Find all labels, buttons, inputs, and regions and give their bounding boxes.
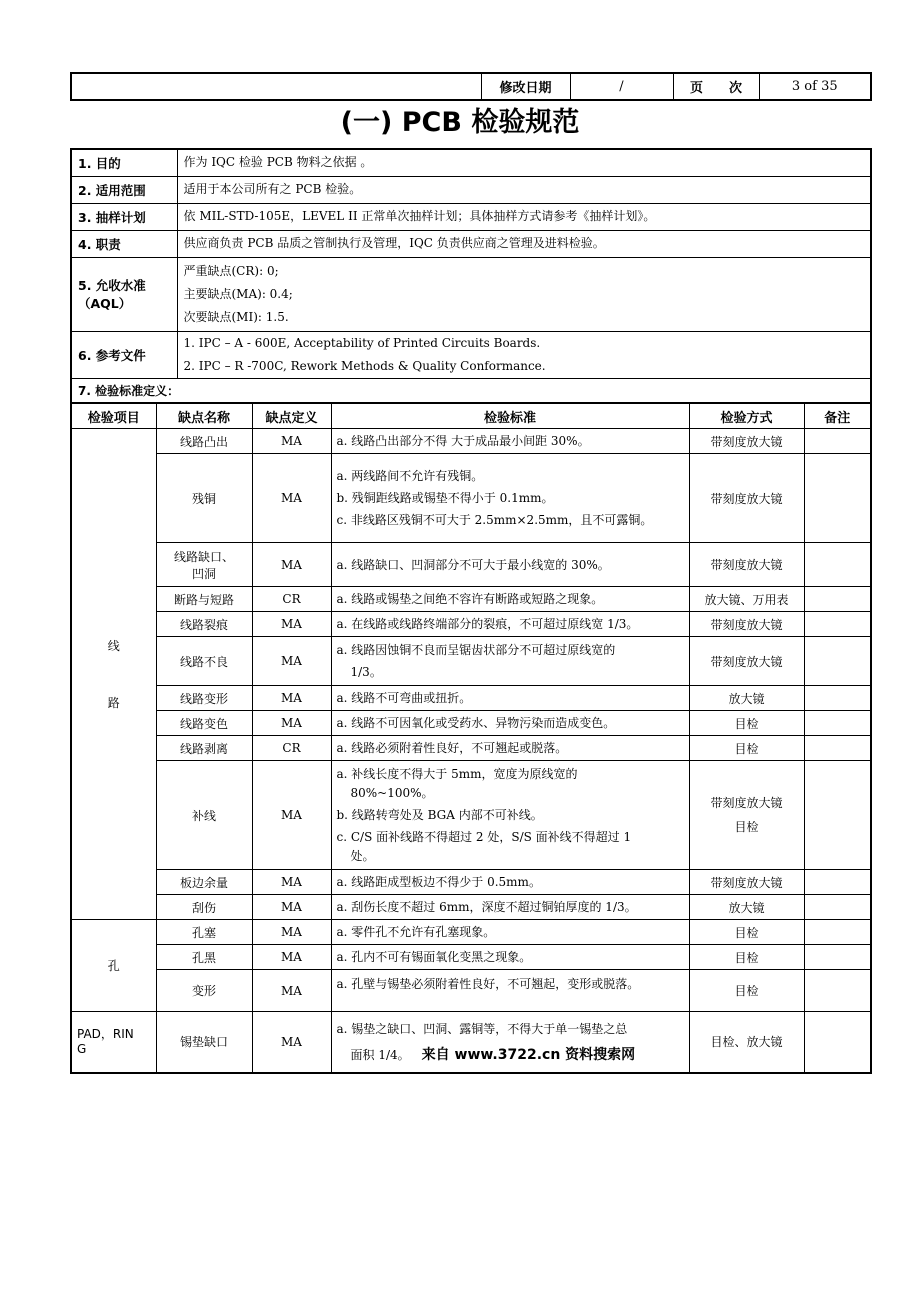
defect-name: 板边余量 (156, 870, 252, 895)
group-circuit (71, 429, 156, 920)
header-strip (70, 72, 872, 101)
remark (804, 429, 871, 454)
sampling-value: 依 MIL-STD-105E，LEVEL II 正常单次抽样计划；具体抽样方式请参考《抽样计划》。 (177, 203, 871, 230)
col-method: 检验方式 (689, 403, 804, 429)
table-row (71, 870, 871, 895)
method: 带刻度放大镜 (689, 637, 804, 686)
defect-name: 线路剥离 (156, 736, 252, 761)
ref-2: 2. IPC – R -700C, Rework Methods & Quality Conformance. (183, 358, 546, 373)
defect-def: MA (252, 612, 331, 637)
defect-name: 变形 (156, 970, 252, 1012)
aql-label-line-2: （AQL） (78, 296, 132, 311)
standard: a. 刮伤长度不超过 6mm，深度不超过铜铂厚度的 1/3。 (331, 895, 689, 920)
remark (804, 1012, 871, 1073)
purpose-label: 1. 目的 (71, 149, 177, 176)
defect-name: 线路变形 (156, 686, 252, 711)
table-row (71, 761, 871, 870)
standard: a. 孔壁与锡垫必须附着性良好，不可翘起，变形或脱落。 (331, 970, 689, 1012)
scope-label: 2. 适用范围 (71, 176, 177, 203)
aql-label (71, 257, 177, 331)
remark (804, 945, 871, 970)
table-row (71, 612, 871, 637)
remark (804, 612, 871, 637)
remark (804, 543, 871, 587)
purpose-value: 作为 IQC 检验 PCB 物料之依据 。 (177, 149, 871, 176)
table-row (71, 454, 871, 543)
method: 带刻度放大镜 (689, 429, 804, 454)
defect-def: MA (252, 970, 331, 1012)
page-label: 页 次 (673, 73, 759, 100)
defect-name-line: 凹洞 (191, 566, 216, 581)
standard: a. 线路距成型板边不得少于 0.5mm。 (331, 870, 689, 895)
defect-name: 孔塞 (156, 920, 252, 945)
col-defect-def: 缺点定义 (252, 403, 331, 429)
method: 放大镜 (689, 895, 804, 920)
refs-values (177, 331, 871, 378)
standard-line: c. 非线路区残铜不可大于 2.5mm×2.5mm，且不可露铜。 (336, 513, 653, 527)
method: 目检 (689, 920, 804, 945)
watermark: 来自 www.3722.cn 资料搜索网 (421, 1046, 636, 1063)
method: 带刻度放大镜 (689, 454, 804, 543)
defect-def: MA (252, 945, 331, 970)
defect-name-line: 线路缺口、 (173, 549, 234, 564)
standard-line: 80%~100%。 (350, 785, 434, 800)
method (689, 761, 804, 870)
col-remark: 备注 (804, 403, 871, 429)
revision-date-value: / (570, 73, 673, 100)
section-7-title: 7. 检验标准定义： (71, 378, 871, 403)
table-row (71, 637, 871, 686)
col-standard: 检验标准 (331, 403, 689, 429)
group-circuit-char-1: 线 (107, 639, 120, 653)
revision-date-label: 修改日期 (481, 73, 570, 100)
standard: a. 线路不可因氧化或受药水、异物污染而造成变色。 (331, 711, 689, 736)
duty-label: 4. 职责 (71, 230, 177, 257)
defect-name: 线路变色 (156, 711, 252, 736)
method: 放大镜 (689, 686, 804, 711)
defect-name: 线路凸出 (156, 429, 252, 454)
standard-line (337, 1042, 684, 1068)
defect-def: MA (252, 686, 331, 711)
standard: a. 线路必须附着性良好，不可翘起或脱落。 (331, 736, 689, 761)
defect-name: 残铜 (156, 454, 252, 543)
defect-name: 断路与短路 (156, 587, 252, 612)
table-row (71, 587, 871, 612)
aql-mi: 次要缺点(MI): 1.5. (183, 309, 289, 324)
table-row (71, 1012, 871, 1073)
group-pad-line: PAD，RIN (77, 1026, 134, 1041)
method: 目检 (689, 711, 804, 736)
table-row (71, 920, 871, 945)
page-number: 3 of 35 (759, 73, 871, 100)
table-row (71, 895, 871, 920)
table-row (71, 711, 871, 736)
method: 带刻度放大镜 (689, 870, 804, 895)
table-row (71, 543, 871, 587)
defect-def: MA (252, 543, 331, 587)
header-blank (71, 73, 481, 100)
standard-line: b. 线路转弯处及 BGA 内部不可补线。 (336, 807, 543, 822)
standard: a. 线路不可弯曲或扭折。 (331, 686, 689, 711)
standard-line: 处。 (350, 848, 375, 863)
refs-label: 6. 参考文件 (71, 331, 177, 378)
standard: a. 线路缺口、凹洞部分不可大于最小线宽的 30%。 (331, 543, 689, 587)
scope-value: 适用于本公司所有之 PCB 检验。 (177, 176, 871, 203)
standard: a. 在线路或线路终端部分的裂痕，不可超过原线宽 1/3。 (331, 612, 689, 637)
duty-value: 供应商负责 PCB 品质之管制执行及管理，IQC 负责供应商之管理及进料检验。 (177, 230, 871, 257)
defect-def: CR (252, 587, 331, 612)
table-row (71, 945, 871, 970)
defect-def: MA (252, 454, 331, 543)
aql-label-line-1: 5. 允收水准 (78, 278, 146, 293)
method: 目检、放大镜 (689, 1012, 804, 1073)
aql-ma: 主要缺点(MA): 0.4; (183, 286, 293, 301)
remark (804, 970, 871, 1012)
standard: a. 线路或锡垫之间绝不容许有断路或短路之现象。 (331, 587, 689, 612)
standard-line: a. 两线路间不允许有残铜。 (336, 469, 484, 483)
table-row (71, 686, 871, 711)
defect-def: MA (252, 429, 331, 454)
standard-line: a. 线路因蚀铜不良而呈锯齿状部分不可超过原线宽的 (336, 643, 616, 657)
page-title: (一) PCB 检验规范 (340, 107, 580, 138)
group-circuit-char-2: 路 (107, 696, 120, 710)
sampling-label: 3. 抽样计划 (71, 203, 177, 230)
defect-name: 孔黑 (156, 945, 252, 970)
group-hole: 孔 (71, 920, 156, 1012)
defect-def: MA (252, 920, 331, 945)
col-item: 检验项目 (71, 403, 156, 429)
aql-cr: 严重缺点(CR): 0; (183, 263, 279, 278)
method: 带刻度放大镜 (689, 612, 804, 637)
defect-def: MA (252, 895, 331, 920)
standard (331, 1012, 689, 1073)
defect-name: 锡垫缺口 (156, 1012, 252, 1073)
standard-line: a. 补线长度不得大于 5mm，宽度为原线宽的 (336, 766, 578, 781)
remark (804, 454, 871, 543)
method-line: 带刻度放大镜 (710, 796, 783, 810)
remark (804, 686, 871, 711)
defect-def: CR (252, 736, 331, 761)
defect-def: MA (252, 870, 331, 895)
standard: a. 孔内不可有锡面氧化变黑之现象。 (331, 945, 689, 970)
table-row (71, 970, 871, 1012)
remark (804, 736, 871, 761)
group-pad-ring (71, 1012, 156, 1073)
defect-def: MA (252, 761, 331, 870)
inspection-table (70, 402, 872, 1074)
defect-name: 补线 (156, 761, 252, 870)
info-table (70, 148, 872, 404)
defect-name: 刮伤 (156, 895, 252, 920)
defect-name: 线路不良 (156, 637, 252, 686)
defect-def: MA (252, 1012, 331, 1073)
aql-values (177, 257, 871, 331)
remark (804, 761, 871, 870)
remark (804, 587, 871, 612)
standard (331, 454, 689, 543)
method: 目检 (689, 970, 804, 1012)
standard (331, 637, 689, 686)
standard-line: b. 残铜距线路或锡垫不得小于 0.1mm。 (336, 491, 554, 505)
remark (804, 637, 871, 686)
remark (804, 895, 871, 920)
method: 目检 (689, 945, 804, 970)
remark (804, 870, 871, 895)
standard-line: a. 锡垫之缺口、凹洞、露铜等，不得大于单一锡垫之总 (336, 1021, 628, 1036)
remark (804, 920, 871, 945)
col-defect-name: 缺点名称 (156, 403, 252, 429)
standard-line-text: 面积 1/4。 (350, 1047, 410, 1062)
standard-line: c. C/S 面补线路不得超过 2 处，S/S 面补线不得超过 1 (336, 829, 632, 844)
standard-line: 1/3。 (350, 665, 382, 679)
defect-name (156, 543, 252, 587)
standard (331, 761, 689, 870)
remark (804, 711, 871, 736)
ref-1: 1. IPC – A - 600E, Acceptability of Printed Circuits Boards. (183, 335, 541, 350)
group-pad-line: G (77, 1041, 87, 1056)
method: 目检 (689, 736, 804, 761)
table-row (71, 736, 871, 761)
standard: a. 线路凸出部分不得 大于成品最小间距 30%。 (331, 429, 689, 454)
table-row (71, 429, 871, 454)
defect-name: 线路裂痕 (156, 612, 252, 637)
defect-def: MA (252, 637, 331, 686)
method: 放大镜、万用表 (689, 587, 804, 612)
method-line: 目检 (734, 820, 759, 834)
method: 带刻度放大镜 (689, 543, 804, 587)
standard: a. 零件孔不允许有孔塞现象。 (331, 920, 689, 945)
defect-def: MA (252, 711, 331, 736)
